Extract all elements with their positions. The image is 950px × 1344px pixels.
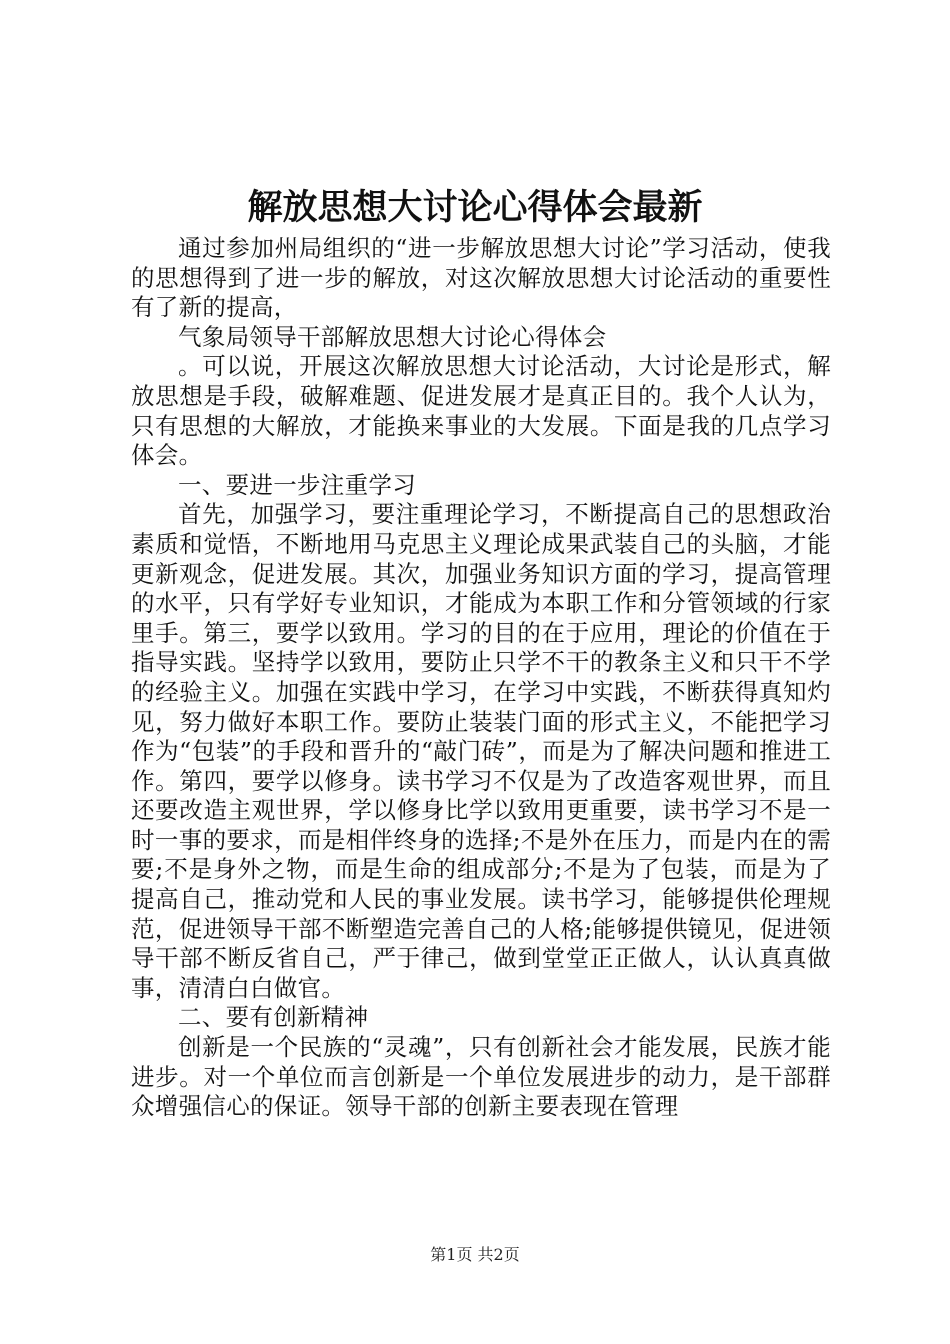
page-footer: 第1页 共2页 bbox=[430, 1245, 520, 1264]
document-title: 解放思想大讨论心得体会最新 bbox=[247, 187, 703, 228]
paragraph-study: 首先，加强学习，要注重理论学习，不断提高自己的思想政治素质和觉悟，不断地用马克思主义理论成果武装自己的头脑，才能更新观念，促进发展。其次，加强业务知识方面的学习，提高管理的水平，只有学好专业知识，才能成为本职工作和分管领域的行家里手。第三，要学以致用。学习的目的在于应用，理论的价值在于指导实践。坚持学以致用，要防止只学不干的教条主义和只干不学的经验主义。加强在实践中学习，在学习中实践，不断获得真知灼见，努力做好本职工作。要防止装装门面的形式主义，不能把学习作为“包装”的手段和晋升的“敲门砖”，而是为了解决问题和推进工作。第四，要学以修身。读书学习不仅是为了改造客观世界，而且还要改造主观世界，学以修身比学以致用更重要，读书学习不是一时一事的要求，而是相伴终身的选择;不是外在压力，而是内在的需要;不是身外之物，而是生命的组成部分;不是为了包装，而是为了提高自己，推动党和人民的事业发展。读书学习，能够提供伦理规范，促进领导干部不断塑造完善自己的人格;能够提供镜见，促进领导干部不断反省自己，严于律己，做到堂堂正正做人，认认真真做事，清清白白做官。 bbox=[131, 500, 831, 1002]
paragraph-subtitle: 气象局领导干部解放思想大讨论心得体会 bbox=[178, 322, 607, 351]
section-heading-2: 二、要有创新精神 bbox=[178, 1003, 369, 1032]
section-heading-1: 一、要进一步注重学习 bbox=[178, 470, 416, 499]
paragraph-innovation: 创新是一个民族的“灵魂”，只有创新社会才能发展，民族才能进步。对一个单位而言创新是一个单位发展进步的动力，是干部群众增强信心的保证。领导干部的创新主要表现在管理 bbox=[131, 1033, 831, 1121]
document-body bbox=[131, 234, 831, 1122]
paragraph-purpose: 。可以说，开展这次解放思想大讨论活动，大讨论是形式，解放思想是手段，破解难题、促进发展才是真正目的。我个人认为，只有思想的大解放，才能换来事业的大发展。下面是我的几点学习体会。 bbox=[131, 352, 831, 470]
paragraph-intro: 通过参加州局组织的“进一步解放思想大讨论”学习活动，使我的思想得到了进一步的解放，对这次解放思想大讨论活动的重要性有了新的提高， bbox=[131, 234, 831, 322]
